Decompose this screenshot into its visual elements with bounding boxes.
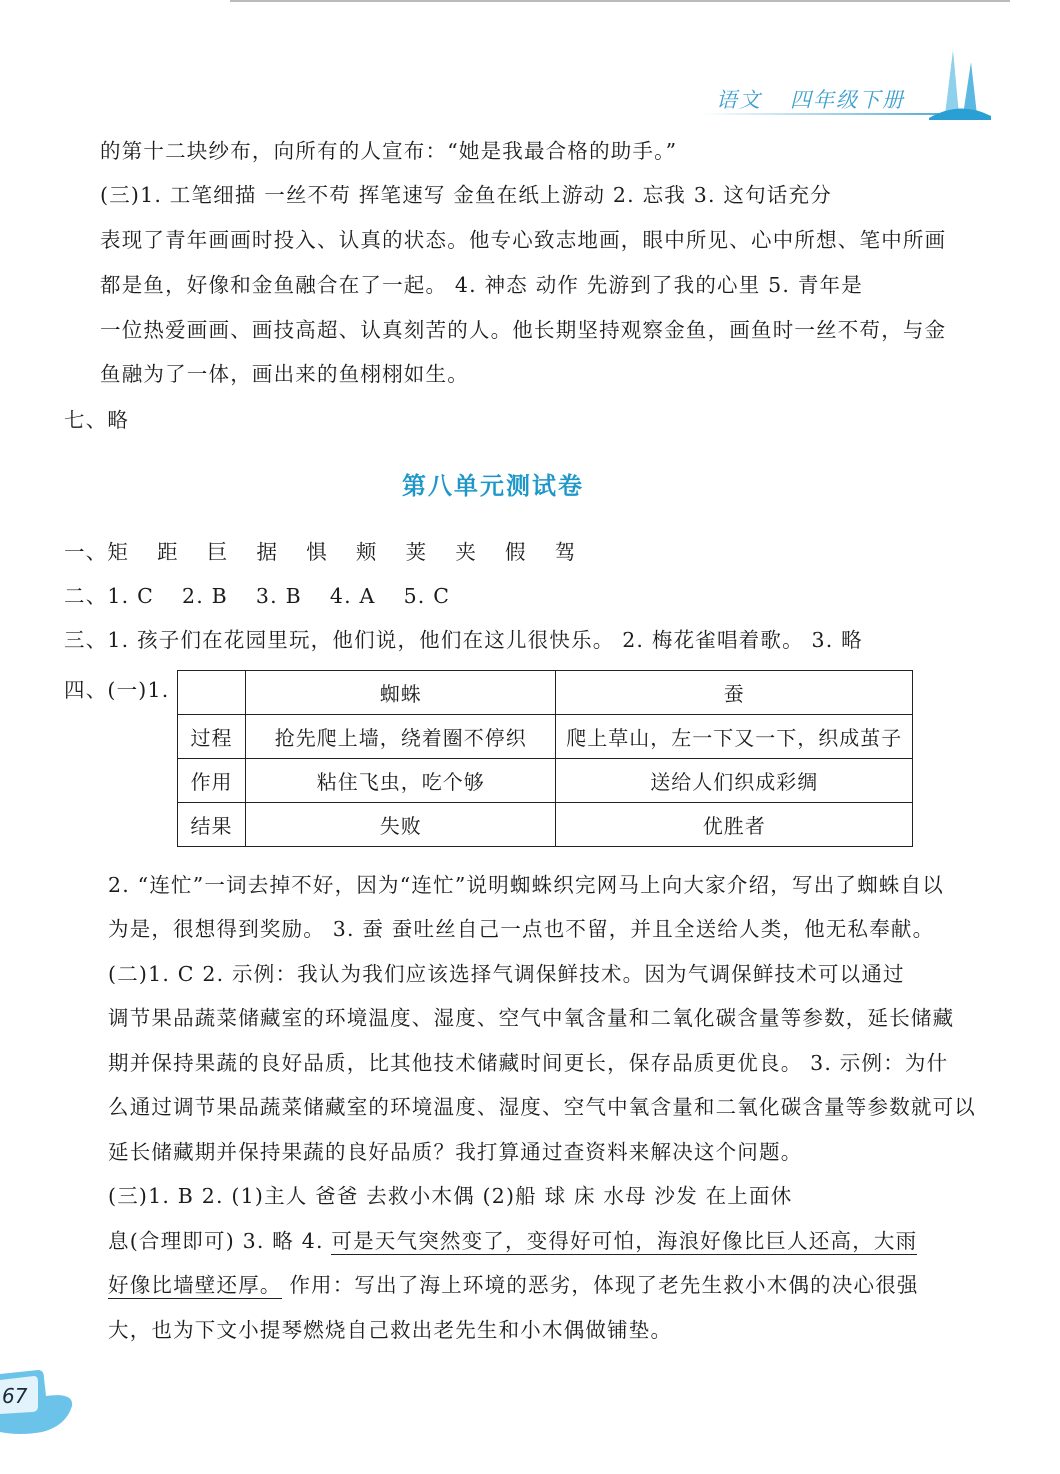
table-cell: 优胜者 bbox=[556, 803, 913, 847]
table-header-cell bbox=[178, 671, 246, 715]
text-line: 为是，很想得到奖励。 3. 蚕 蚕吐丝自己一点也不留，并且全送给人类，他无私奉献。 bbox=[108, 917, 935, 941]
q2-item: 2. B bbox=[181, 584, 228, 608]
text-line: (三)1. 工笔细描 一丝不苟 挥笔速写 金鱼在纸上游动 2. 忘我 3. 这句话充分 bbox=[100, 183, 832, 207]
table-cell: 结果 bbox=[178, 803, 246, 847]
q1-word: 颊 bbox=[355, 540, 378, 564]
text-line: 调节果品蔬菜储藏室的环境温度、湿度、空气中氧含量和二氧化碳含量等参数，延长储藏 bbox=[108, 1006, 955, 1030]
q1-word: 驾 bbox=[554, 540, 577, 564]
table-header-cell: 蜘蛛 bbox=[245, 671, 556, 715]
q1-word: 距 bbox=[157, 540, 179, 564]
q2-label: 二、 bbox=[64, 584, 108, 608]
text-line: 七、略 bbox=[64, 408, 130, 432]
q2-item: 5. C bbox=[403, 584, 451, 608]
q2-row bbox=[64, 579, 450, 609]
q1-label: 一、 bbox=[64, 540, 108, 564]
text-line: 表现了青年画画时投入、认真的状态。他专心致志地画，眼中所见、心中所想、笔中所画 bbox=[100, 228, 947, 252]
header-grade: 四年级下册 bbox=[790, 88, 905, 112]
q1-word: 假 bbox=[505, 540, 527, 564]
text-line: 的第十二块纱布，向所有的人宣布：“她是我最合格的助手。” bbox=[100, 139, 678, 163]
text-line: 一位热爱画画、画技高超、认真刻苦的人。他长期坚持观察金鱼，画鱼时一丝不苟，与金 bbox=[100, 318, 947, 342]
table-cell: 送给人们织成彩绸 bbox=[556, 759, 913, 803]
text-line: 延长储藏期并保持果蔬的良好品质？我打算通过查资料来解决这个问题。 bbox=[108, 1140, 803, 1164]
text-span: 作用：写出了海上环境的恶劣，体现了老先生救小木偶的决心很强 bbox=[281, 1273, 919, 1297]
table-header-cell: 蚕 bbox=[556, 671, 913, 715]
q1-word: 荚 bbox=[405, 540, 428, 564]
section-title: 第八单元测试卷 bbox=[402, 472, 584, 500]
text-line: 都是鱼，好像和金鱼融合在了一起。 4. 神态 动作 先游到了我的心里 5. 青年是 bbox=[100, 273, 863, 297]
q3-row: 三、1. 孩子们在花园里玩，他们说，他们在这儿很快乐。 2. 梅花雀唱着歌。 3. 略 bbox=[64, 628, 863, 652]
q1-row bbox=[64, 535, 576, 565]
table-cell: 爬上草山，左一下又一下，织成茧子 bbox=[556, 715, 913, 759]
q2-item: 3. B bbox=[255, 584, 302, 608]
answer-table bbox=[177, 670, 913, 847]
text-span: 息(合理即可) 3. 略 4. bbox=[108, 1229, 332, 1253]
q2-item: 1. C bbox=[107, 584, 154, 608]
table-cell: 抢先爬上墙，绕着圈不停织 bbox=[245, 715, 556, 759]
underlined-sentence: 好像比墙壁还厚。 bbox=[108, 1273, 282, 1297]
q1-word: 据 bbox=[256, 540, 279, 564]
text-line: (三)1. B 2. (1)主人 爸爸 去救小木偶 (2)船 球 床 水母 沙发 在上面休 bbox=[108, 1184, 793, 1208]
text-line: 么通过调节果品蔬菜储藏室的环境温度、湿度、空气中氧含量和二氧化碳含量等参数就可以 bbox=[108, 1095, 976, 1119]
text-line bbox=[108, 1224, 917, 1254]
table-cell: 失败 bbox=[245, 803, 556, 847]
table-header-row bbox=[178, 671, 913, 715]
q4-label: 四、(一)1. bbox=[64, 678, 170, 702]
text-line: 2. “连忙”一词去掉不好，因为“连忙”说明蜘蛛织完网马上向大家介绍，写出了蜘蛛自以 bbox=[108, 873, 944, 897]
table-cell: 粘住飞虫，吃个够 bbox=[245, 759, 556, 803]
text-line bbox=[108, 1268, 919, 1298]
q1-word: 矩 bbox=[107, 540, 130, 564]
text-line: 鱼融为了一体，画出来的鱼栩栩如生。 bbox=[100, 362, 469, 386]
table-row bbox=[178, 759, 913, 803]
table-row bbox=[178, 715, 913, 759]
text-line: 期并保持果蔬的良好品质，比其他技术储藏时间更长，保存品质更优良。 3. 示例：为什 bbox=[108, 1051, 949, 1075]
q1-word: 惧 bbox=[306, 540, 328, 564]
header-subject: 语文 bbox=[716, 88, 762, 112]
table-cell: 过程 bbox=[178, 715, 246, 759]
header-decoration-icon bbox=[925, 40, 995, 120]
text-line: (二)1. C 2. 示例：我认为我们应该选择气调保鲜技术。因为气调保鲜技术可以通过 bbox=[108, 962, 905, 986]
q2-item: 4. A bbox=[329, 584, 376, 608]
text-line: 大，也为下文小提琴燃烧自己救出老先生和小木偶做铺垫。 bbox=[108, 1318, 673, 1342]
table-cell: 作用 bbox=[178, 759, 246, 803]
page-number: 67 bbox=[2, 1384, 28, 1408]
table-row bbox=[178, 803, 913, 847]
q1-word: 夹 bbox=[455, 540, 478, 564]
header-top-rule bbox=[230, 0, 1010, 2]
q1-word: 巨 bbox=[206, 540, 229, 564]
underlined-sentence: 可是天气突然变了，变得好可怕，海浪好像比巨人还高，大雨 bbox=[331, 1229, 918, 1253]
